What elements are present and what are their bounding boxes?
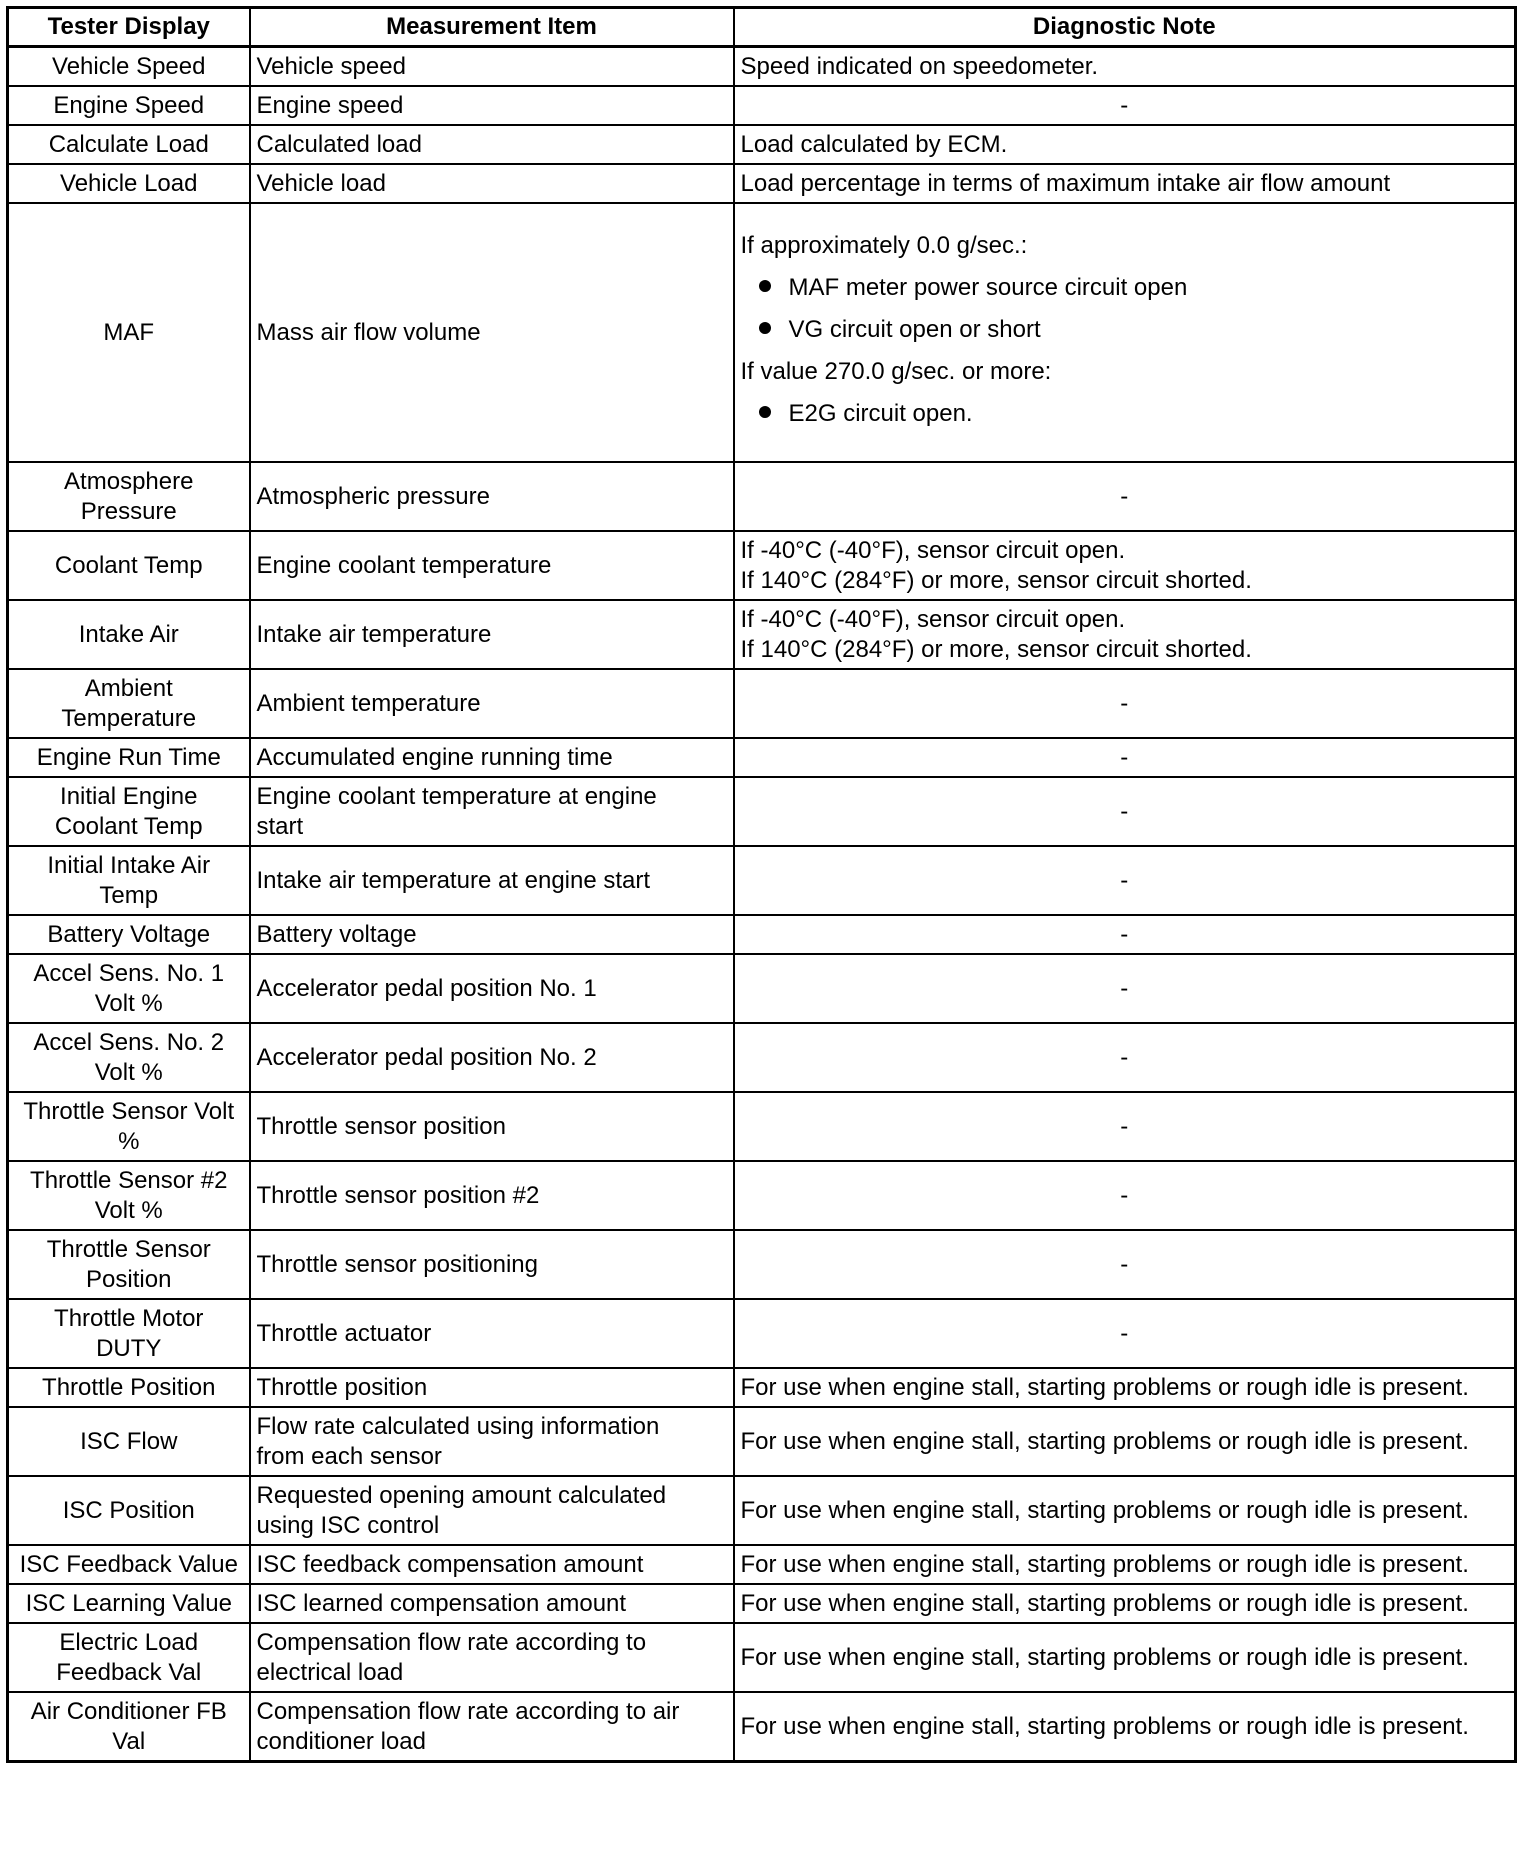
cell-tester-display: Vehicle Speed: [8, 47, 250, 87]
cell-measurement-item: Throttle sensor positioning: [250, 1230, 734, 1299]
cell-measurement-item: Engine speed: [250, 86, 734, 125]
cell-tester-display: Vehicle Load: [8, 164, 250, 203]
cell-tester-display: Ambient Temperature: [8, 669, 250, 738]
cell-measurement-item: Engine coolant temperature at engine start: [250, 777, 734, 846]
table-row: [8, 164, 1516, 203]
cell-diagnostic-note: For use when engine stall, starting problems or rough idle is present.: [734, 1623, 1516, 1692]
cell-diagnostic-note: For use when engine stall, starting problems or rough idle is present.: [734, 1368, 1516, 1407]
cell-measurement-item: Battery voltage: [250, 915, 734, 954]
cell-diagnostic-note: -: [734, 738, 1516, 777]
cell-measurement-item: Throttle actuator: [250, 1299, 734, 1368]
cell-measurement-item: Compensation flow rate according to electrical load: [250, 1623, 734, 1692]
cell-diagnostic-note: Speed indicated on speedometer.: [734, 47, 1516, 87]
cell-diagnostic-note: -: [734, 1023, 1516, 1092]
table-row: [8, 1161, 1516, 1230]
cell-diagnostic-note: -: [734, 846, 1516, 915]
table-row: [8, 954, 1516, 1023]
cell-diagnostic-note: -: [734, 777, 1516, 846]
table-row: [8, 203, 1516, 462]
cell-tester-display: Calculate Load: [8, 125, 250, 164]
bullet-icon: [759, 406, 771, 418]
cell-measurement-item: Throttle sensor position #2: [250, 1161, 734, 1230]
cell-tester-display: ISC Learning Value: [8, 1584, 250, 1623]
table-row: [8, 47, 1516, 87]
table-row: [8, 1584, 1516, 1623]
table-row: [8, 738, 1516, 777]
header-measurement-item: Measurement Item: [250, 8, 734, 47]
cell-diagnostic-note: -: [734, 954, 1516, 1023]
table-row: [8, 1407, 1516, 1476]
table-row: [8, 1692, 1516, 1762]
cell-diagnostic-note: -: [734, 86, 1516, 125]
cell-tester-display: Initial Intake Air Temp: [8, 846, 250, 915]
cell-tester-display: Accel Sens. No. 2 Volt %: [8, 1023, 250, 1092]
data-list-table: [6, 6, 1517, 1763]
cell-tester-display: Engine Speed: [8, 86, 250, 125]
table-row: [8, 777, 1516, 846]
cell-measurement-item: Accelerator pedal position No. 2: [250, 1023, 734, 1092]
cell-measurement-item: Accelerator pedal position No. 1: [250, 954, 734, 1023]
cell-tester-display: ISC Flow: [8, 1407, 250, 1476]
table-row: [8, 1545, 1516, 1584]
bullet-icon: [759, 280, 771, 292]
note-paragraph: If approximately 0.0 g/sec.:: [740, 231, 1028, 259]
cell-diagnostic-note: -: [734, 915, 1516, 954]
cell-measurement-item: Atmospheric pressure: [250, 462, 734, 531]
cell-tester-display: ISC Position: [8, 1476, 250, 1545]
cell-diagnostic-note: For use when engine stall, starting problems or rough idle is present.: [734, 1545, 1516, 1584]
cell-tester-display: Electric Load Feedback Val: [8, 1623, 250, 1692]
cell-measurement-item: Requested opening amount calculated using ISC control: [250, 1476, 734, 1545]
cell-measurement-item: Ambient temperature: [250, 669, 734, 738]
cell-measurement-item: ISC learned compensation amount: [250, 1584, 734, 1623]
cell-measurement-item: Flow rate calculated using information from each sensor: [250, 1407, 734, 1476]
cell-diagnostic-note: If -40°C (-40°F), sensor circuit open. If 140°C (284°F) or more, sensor circuit shorted.: [734, 600, 1516, 669]
cell-measurement-item: Vehicle speed: [250, 47, 734, 87]
cell-measurement-item: Calculated load: [250, 125, 734, 164]
table-row: [8, 1476, 1516, 1545]
cell-diagnostic-note: -: [734, 1230, 1516, 1299]
cell-diagnostic-note: -: [734, 462, 1516, 531]
cell-diagnostic-note: If -40°C (-40°F), sensor circuit open. If 140°C (284°F) or more, sensor circuit shorted.: [734, 531, 1516, 600]
cell-measurement-item: Mass air flow volume: [250, 203, 734, 462]
cell-tester-display: ISC Feedback Value: [8, 1545, 250, 1584]
cell-tester-display: Coolant Temp: [8, 531, 250, 600]
table-row: [8, 669, 1516, 738]
cell-measurement-item: Compensation flow rate according to air conditioner load: [250, 1692, 734, 1762]
header-tester-display: Tester Display: [8, 8, 250, 47]
note-bullet-text: E2G circuit open.: [788, 399, 973, 427]
table-header-row: [8, 8, 1516, 47]
cell-diagnostic-note: -: [734, 1092, 1516, 1161]
bullet-icon: [759, 322, 771, 334]
cell-diagnostic-note: -: [734, 1161, 1516, 1230]
note-bullet-text: VG circuit open or short: [788, 315, 1041, 343]
cell-tester-display: Throttle Sensor Volt %: [8, 1092, 250, 1161]
table-row: [8, 125, 1516, 164]
note-bullet-text: MAF meter power source circuit open: [788, 273, 1188, 301]
cell-diagnostic-note: Load calculated by ECM.: [734, 125, 1516, 164]
cell-tester-display: Initial Engine Coolant Temp: [8, 777, 250, 846]
cell-measurement-item: Vehicle load: [250, 164, 734, 203]
note-bullet-item: [759, 315, 1509, 345]
cell-diagnostic-note: For use when engine stall, starting problems or rough idle is present.: [734, 1476, 1516, 1545]
cell-tester-display: Engine Run Time: [8, 738, 250, 777]
table-row: [8, 86, 1516, 125]
cell-diagnostic-note: -: [734, 669, 1516, 738]
cell-diagnostic-note: For use when engine stall, starting problems or rough idle is present.: [734, 1407, 1516, 1476]
cell-tester-display: Atmosphere Pressure: [8, 462, 250, 531]
cell-tester-display: Battery Voltage: [8, 915, 250, 954]
table-row: [8, 1092, 1516, 1161]
table-row: [8, 1230, 1516, 1299]
note-bullet-item: [759, 399, 1509, 429]
cell-diagnostic-note: For use when engine stall, starting problems or rough idle is present.: [734, 1692, 1516, 1762]
cell-tester-display: MAF: [8, 203, 250, 462]
table-row: [8, 915, 1516, 954]
table-row: [8, 600, 1516, 669]
cell-measurement-item: Engine coolant temperature: [250, 531, 734, 600]
cell-tester-display: Throttle Motor DUTY: [8, 1299, 250, 1368]
cell-diagnostic-note: [734, 203, 1516, 462]
cell-tester-display: Air Conditioner FB Val: [8, 1692, 250, 1762]
cell-tester-display: Accel Sens. No. 1 Volt %: [8, 954, 250, 1023]
note-bullet-item: [759, 273, 1509, 303]
table-row: [8, 1623, 1516, 1692]
table-row: [8, 846, 1516, 915]
cell-tester-display: Throttle Sensor Position: [8, 1230, 250, 1299]
table-row: [8, 462, 1516, 531]
cell-tester-display: Intake Air: [8, 600, 250, 669]
cell-tester-display: Throttle Position: [8, 1368, 250, 1407]
cell-measurement-item: Intake air temperature: [250, 600, 734, 669]
cell-diagnostic-note: Load percentage in terms of maximum intake air flow amount: [734, 164, 1516, 203]
cell-measurement-item: Intake air temperature at engine start: [250, 846, 734, 915]
header-diagnostic-note: Diagnostic Note: [734, 8, 1516, 47]
cell-measurement-item: Throttle sensor position: [250, 1092, 734, 1161]
table-row: [8, 1368, 1516, 1407]
table-row: [8, 1023, 1516, 1092]
note-paragraph: If value 270.0 g/sec. or more:: [740, 357, 1052, 385]
cell-diagnostic-note: For use when engine stall, starting problems or rough idle is present.: [734, 1584, 1516, 1623]
cell-measurement-item: Throttle position: [250, 1368, 734, 1407]
cell-measurement-item: ISC feedback compensation amount: [250, 1545, 734, 1584]
cell-measurement-item: Accumulated engine running time: [250, 738, 734, 777]
table-row: [8, 1299, 1516, 1368]
cell-diagnostic-note: -: [734, 1299, 1516, 1368]
table-row: [8, 531, 1516, 600]
cell-tester-display: Throttle Sensor #2 Volt %: [8, 1161, 250, 1230]
